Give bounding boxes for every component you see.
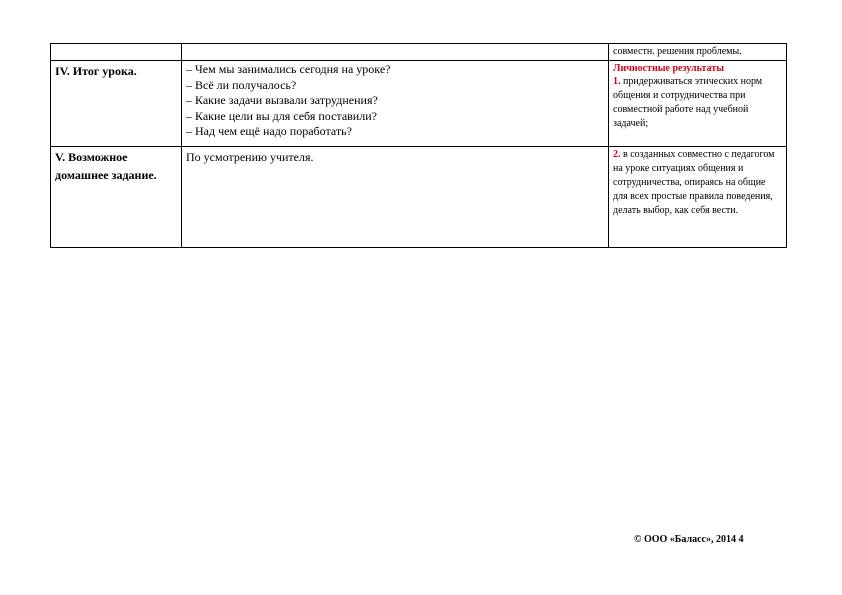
homework-cell: По усмотрению учителя. [182, 147, 609, 248]
question-item: – Чем мы занимались сегодня на уроке? [186, 62, 391, 76]
result-item [613, 148, 782, 218]
results-cell [609, 61, 787, 147]
table-row [51, 44, 787, 61]
table-row [51, 61, 787, 147]
cell-empty [51, 44, 182, 61]
result-number: 2. [613, 149, 621, 160]
result-number: 1. [613, 76, 621, 87]
question-item: – Какие цели вы для себя поставили? [186, 108, 377, 123]
stage-title: IV. Итог урока. [51, 61, 182, 147]
table-row [51, 147, 787, 248]
question-item: – Над чем ещё надо поработать? [186, 124, 352, 138]
footer-copyright: © ООО «Баласс», 2014 4 [634, 534, 744, 545]
questions-cell [182, 61, 609, 147]
stage-title: V. Возможное домашнее задание. [51, 147, 182, 248]
results-title: Личностные результаты [613, 63, 725, 74]
results-cell [609, 147, 787, 248]
question-item: – Всё ли получалось? [186, 77, 297, 92]
result-item [613, 75, 782, 131]
result-text: придерживаться этических норм общения и сотрудничества при совместной работе над учебной задачей; [613, 76, 763, 129]
result-text: в созданных совместно с педагогом на уроке ситуациях общения и сотрудничества, опираясь на общие для всех простые правила поведения, делать выбор, как себя вести. [613, 149, 775, 216]
cell-empty [182, 44, 609, 61]
result-continuation: совместн. решения проблемы. [609, 44, 787, 61]
lesson-plan-table [50, 43, 787, 248]
question-item: – Какие задачи вызвали затруднения? [186, 93, 378, 107]
